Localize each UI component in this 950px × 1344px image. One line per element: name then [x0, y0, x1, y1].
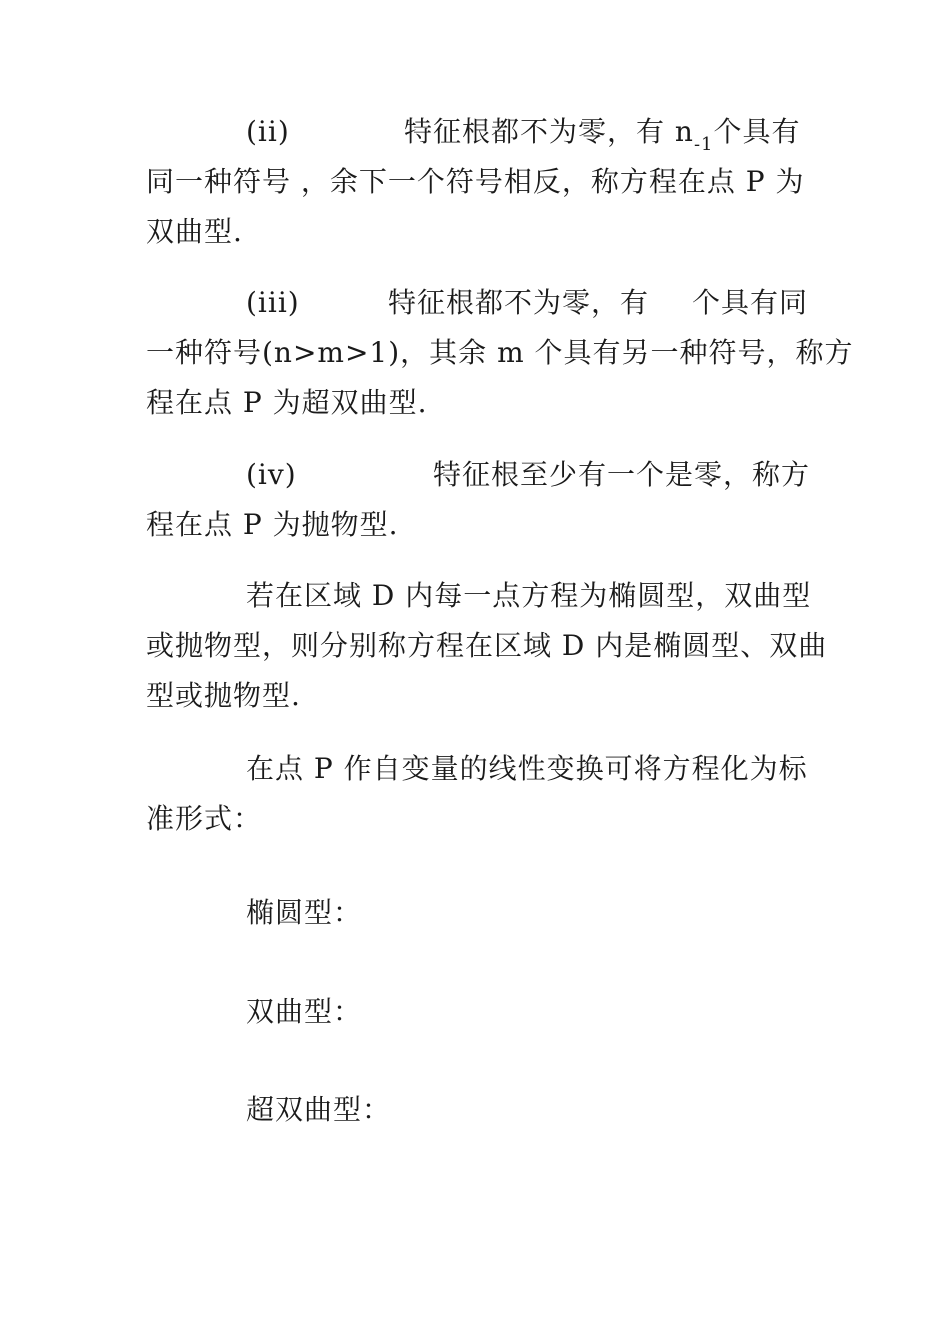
item-ii-line-1	[146, 115, 816, 155]
item-ii-line-2: 同一种符号 ，余下一个符号相反，称方程在点 P 为	[146, 165, 805, 198]
para-transform-line-1	[146, 752, 816, 786]
para-region-line-2: 或抛物型，则分别称方程在区域 D 内是椭圆型、双曲	[146, 629, 828, 662]
item-ii-text-1a: 特征根都不为零，有 n	[404, 115, 694, 148]
item-iii-text-1a: 特征根都不为零，有	[388, 286, 650, 319]
form-hyperbolic-line	[146, 995, 816, 1029]
item-ii-subscript: -1	[693, 134, 714, 155]
item-ii-text-1	[404, 115, 801, 153]
item-iii-label: (iii)	[246, 286, 300, 319]
item-iv-line-1	[146, 458, 816, 492]
item-iv-line-2: 程在点 P 为抛物型.	[146, 508, 399, 541]
form-ultrahyperbolic-line	[146, 1093, 816, 1127]
item-ii-line-3: 双曲型.	[146, 215, 243, 248]
form-ultrahyperbolic-label: 超双曲型：	[246, 1093, 392, 1126]
para-region-line-3: 型或抛物型.	[146, 679, 301, 712]
form-elliptic-line	[146, 896, 816, 930]
item-iv-text-1: 特征根至少有一个是零，称方	[433, 458, 811, 491]
para-region-text-1: 若在区域 D 内每一点方程为椭圆型，双曲型	[246, 579, 812, 612]
item-iii-line-2: 一种符号(n>m>1)，其余 m 个具有另一种符号，称方	[146, 336, 854, 369]
para-transform-line-2: 准形式：	[146, 802, 263, 835]
para-region-line-1	[146, 579, 816, 613]
item-iii-line-3: 程在点 P 为超双曲型.	[146, 386, 428, 419]
para-transform-text-1: 在点 P 作自变量的线性变换可将方程化为标	[246, 752, 808, 785]
item-iii-line-1	[146, 286, 816, 320]
item-iii-text-1b: 个具有同	[692, 286, 809, 319]
form-hyperbolic-label: 双曲型：	[246, 995, 363, 1028]
form-elliptic-label: 椭圆型：	[246, 896, 363, 929]
item-ii-label: (ii)	[246, 115, 290, 148]
item-ii-text-1b: 个具有	[713, 115, 801, 148]
item-iv-label: (iv)	[246, 458, 297, 491]
